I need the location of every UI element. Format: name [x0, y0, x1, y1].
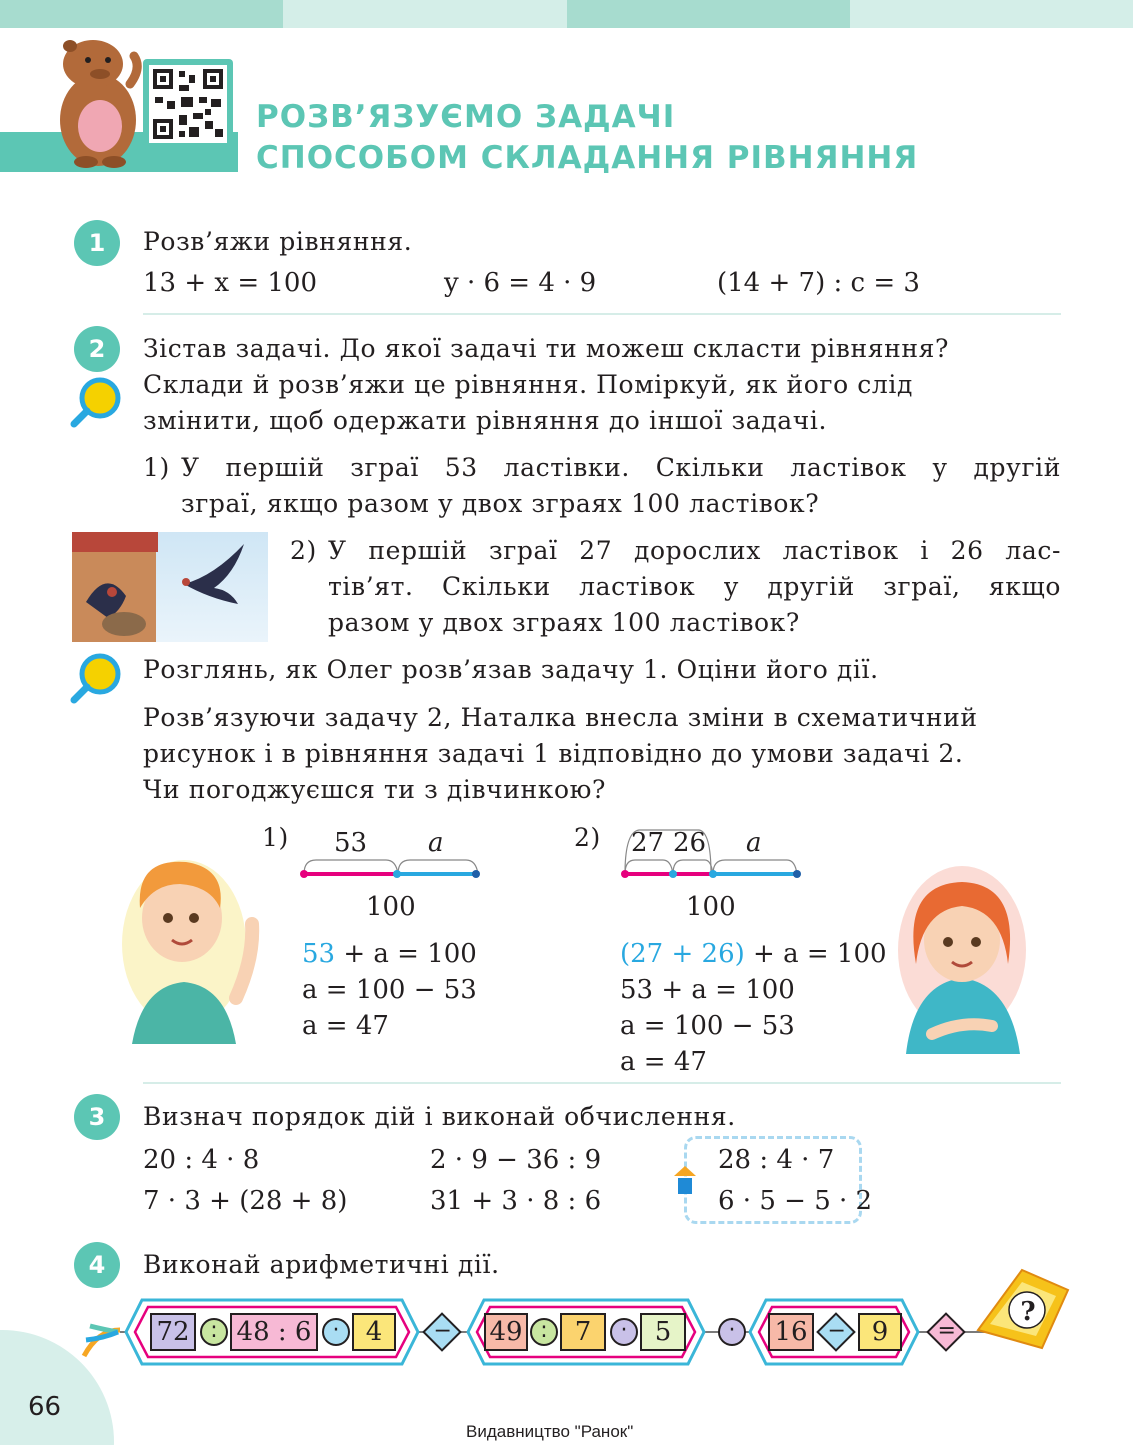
task3-expr1: 20 : 4 · 8 [143, 1145, 260, 1175]
top-strip-2 [283, 0, 567, 28]
task-number-4: 4 [74, 1242, 120, 1288]
task-number-1: 1 [74, 220, 120, 266]
task3-expr2: 2 · 9 − 36 : 9 [430, 1145, 602, 1175]
chain-op-multiply-2: · [718, 1318, 746, 1346]
look-line1: Розглянь, як Олег розв’язав задачу 1. Оціни його дії. [143, 655, 879, 684]
scheme2-part2-label: 26 [673, 828, 707, 858]
problem1-line2: зграї, якщо разом у двох зграях 100 ластівок? [181, 489, 820, 518]
task2-line3: змінити, щоб одержати рівняння до іншої задачі. [143, 406, 828, 435]
qr-code-icon [149, 65, 227, 143]
eq-text: 13 + x = 100 [143, 268, 318, 298]
scheme1-eq1 [302, 936, 477, 972]
chain-op-divide: : [200, 1318, 228, 1346]
problem1-line1 [181, 450, 1061, 486]
scheme1-part1-label: 53 [334, 828, 368, 858]
chain-value-4[interactable]: 4 [352, 1313, 396, 1351]
scheme1-segment-diagram [296, 852, 486, 884]
top-strip-3 [567, 0, 850, 28]
task1-text: Розв’яжи рівняння. [143, 227, 413, 256]
title-line-1: РОЗВ’ЯЗУЄМО ЗАДАЧІ [256, 99, 676, 135]
publisher-credit: Видавництво "Ранок" [466, 1422, 634, 1441]
top-strip-4 [850, 0, 1133, 28]
scheme1-marker: 1) [262, 823, 289, 852]
problem2-line1-text: У першій зграї 27 дорослих ластівок і 26 лас- [328, 536, 1061, 565]
chain-op-minus-1 [422, 1312, 462, 1352]
chain-op-multiply: · [322, 1318, 350, 1346]
scheme2-segment-diagram [617, 826, 807, 884]
look2-line3: Чи погоджуєшся ти з дівчинкою? [143, 775, 607, 804]
page-title [256, 97, 918, 179]
problem1-marker: 1) [143, 453, 170, 482]
swallows-illustration [72, 532, 268, 642]
scheme2-eq3: a = 100 − 53 [620, 1011, 795, 1041]
chain-value-7[interactable]: 7 [560, 1313, 606, 1351]
eq-rest: + a = 100 [335, 939, 477, 969]
task1-eq2 [444, 265, 596, 301]
chain-op-equals [926, 1312, 966, 1352]
title-line-2: СПОСОБОМ СКЛАДАННЯ РІВНЯННЯ [256, 140, 919, 176]
scheme1-eq3: a = 47 [302, 1011, 389, 1041]
magnifier-icon [68, 376, 124, 432]
divider [143, 313, 1061, 315]
chain-result[interactable]: ? [1020, 1297, 1036, 1327]
problem2-marker: 2) [290, 536, 317, 565]
task3-expr6: 6 · 5 − 5 · 2 [718, 1186, 873, 1216]
problem2-line2-text: тів’ят. Скільки ластівок у другій зграї, якщо [328, 572, 1061, 601]
house-icon [674, 1166, 696, 1196]
chain-value-49[interactable]: 49 [484, 1313, 528, 1351]
magnifier-icon [68, 652, 124, 708]
scheme1-eq2: a = 100 − 53 [302, 975, 477, 1005]
problem2-line2 [328, 569, 1061, 605]
scheme2-eq1 [620, 936, 887, 972]
look2-line1: Розв’язуючи задачу 2, Наталка внесла зміни в схематичний [143, 703, 978, 732]
scheme2-part3-label: a [746, 828, 762, 858]
op-symbol: − [433, 1318, 452, 1344]
girl-illustration [892, 864, 1040, 1070]
eq-highlight: (27 + 26) [620, 939, 745, 969]
scheme2-eq4: a = 47 [620, 1047, 707, 1077]
top-strip-1 [0, 0, 283, 28]
qr-code[interactable] [143, 59, 233, 149]
capybara-illustration [48, 34, 148, 170]
chain-value-72[interactable]: 72 [150, 1313, 196, 1351]
chain-value-5[interactable]: 5 [640, 1313, 686, 1351]
scheme2-eq2: 53 + a = 100 [620, 975, 795, 1005]
problem2-line3: разом у двох зграях 100 ластівок? [328, 608, 800, 637]
chain-value-48-6[interactable]: 48 : 6 [230, 1313, 318, 1351]
eq-highlight: 53 [302, 939, 336, 969]
task3-expr5: 31 + 3 · 8 : 6 [430, 1186, 602, 1216]
scheme1-total-label: 100 [366, 892, 416, 922]
scheme2-total-label: 100 [686, 892, 736, 922]
task3-text: Визнач порядок дій і виконай обчислення. [143, 1102, 736, 1131]
divider [143, 1082, 1061, 1084]
task-number-2: 2 [74, 326, 120, 372]
task1-eq1 [143, 265, 317, 301]
task3-expr4: 7 · 3 + (28 + 8) [143, 1186, 348, 1216]
scheme2-marker: 2) [574, 823, 601, 852]
task-number-3: 3 [74, 1094, 120, 1140]
task4-text: Виконай арифметичні дії. [143, 1250, 500, 1279]
task2-line1: Зістав задачі. До якої задачі ти можеш скласти рівняння? [143, 334, 949, 363]
chain-op-divide: : [530, 1318, 558, 1346]
eq-rest: + a = 100 [744, 939, 887, 969]
task2-line2: Склади й розв’яжи це рівняння. Поміркуй, як його слід [143, 370, 913, 399]
scheme2-part1-label: 27 [631, 828, 665, 858]
page-number: 66 [28, 1392, 62, 1422]
problem2-line1 [328, 533, 1061, 569]
task1-eq3 [717, 265, 920, 301]
look2-line2: рисунок і в рівняння задачі 1 відповідно до умови задачі 2. [143, 739, 964, 768]
task3-expr3: 28 : 4 · 7 [718, 1145, 835, 1175]
op-symbol: − [827, 1318, 846, 1344]
problem1-line1-text: У першій зграї 53 ластівки. Скільки ластівок у другій [181, 453, 1061, 482]
boy-illustration [112, 848, 272, 1044]
chain-value-9[interactable]: 9 [858, 1313, 902, 1351]
eq-text: y · 6 = 4 · 9 [444, 268, 597, 298]
kite-tail-icon [76, 1306, 126, 1366]
op-symbol: = [937, 1318, 956, 1344]
eq-text: (14 + 7) : c = 3 [717, 268, 920, 298]
scheme1-part2-label: a [428, 828, 444, 858]
chain-op-multiply: · [610, 1318, 638, 1346]
chain-value-16[interactable]: 16 [768, 1313, 814, 1351]
